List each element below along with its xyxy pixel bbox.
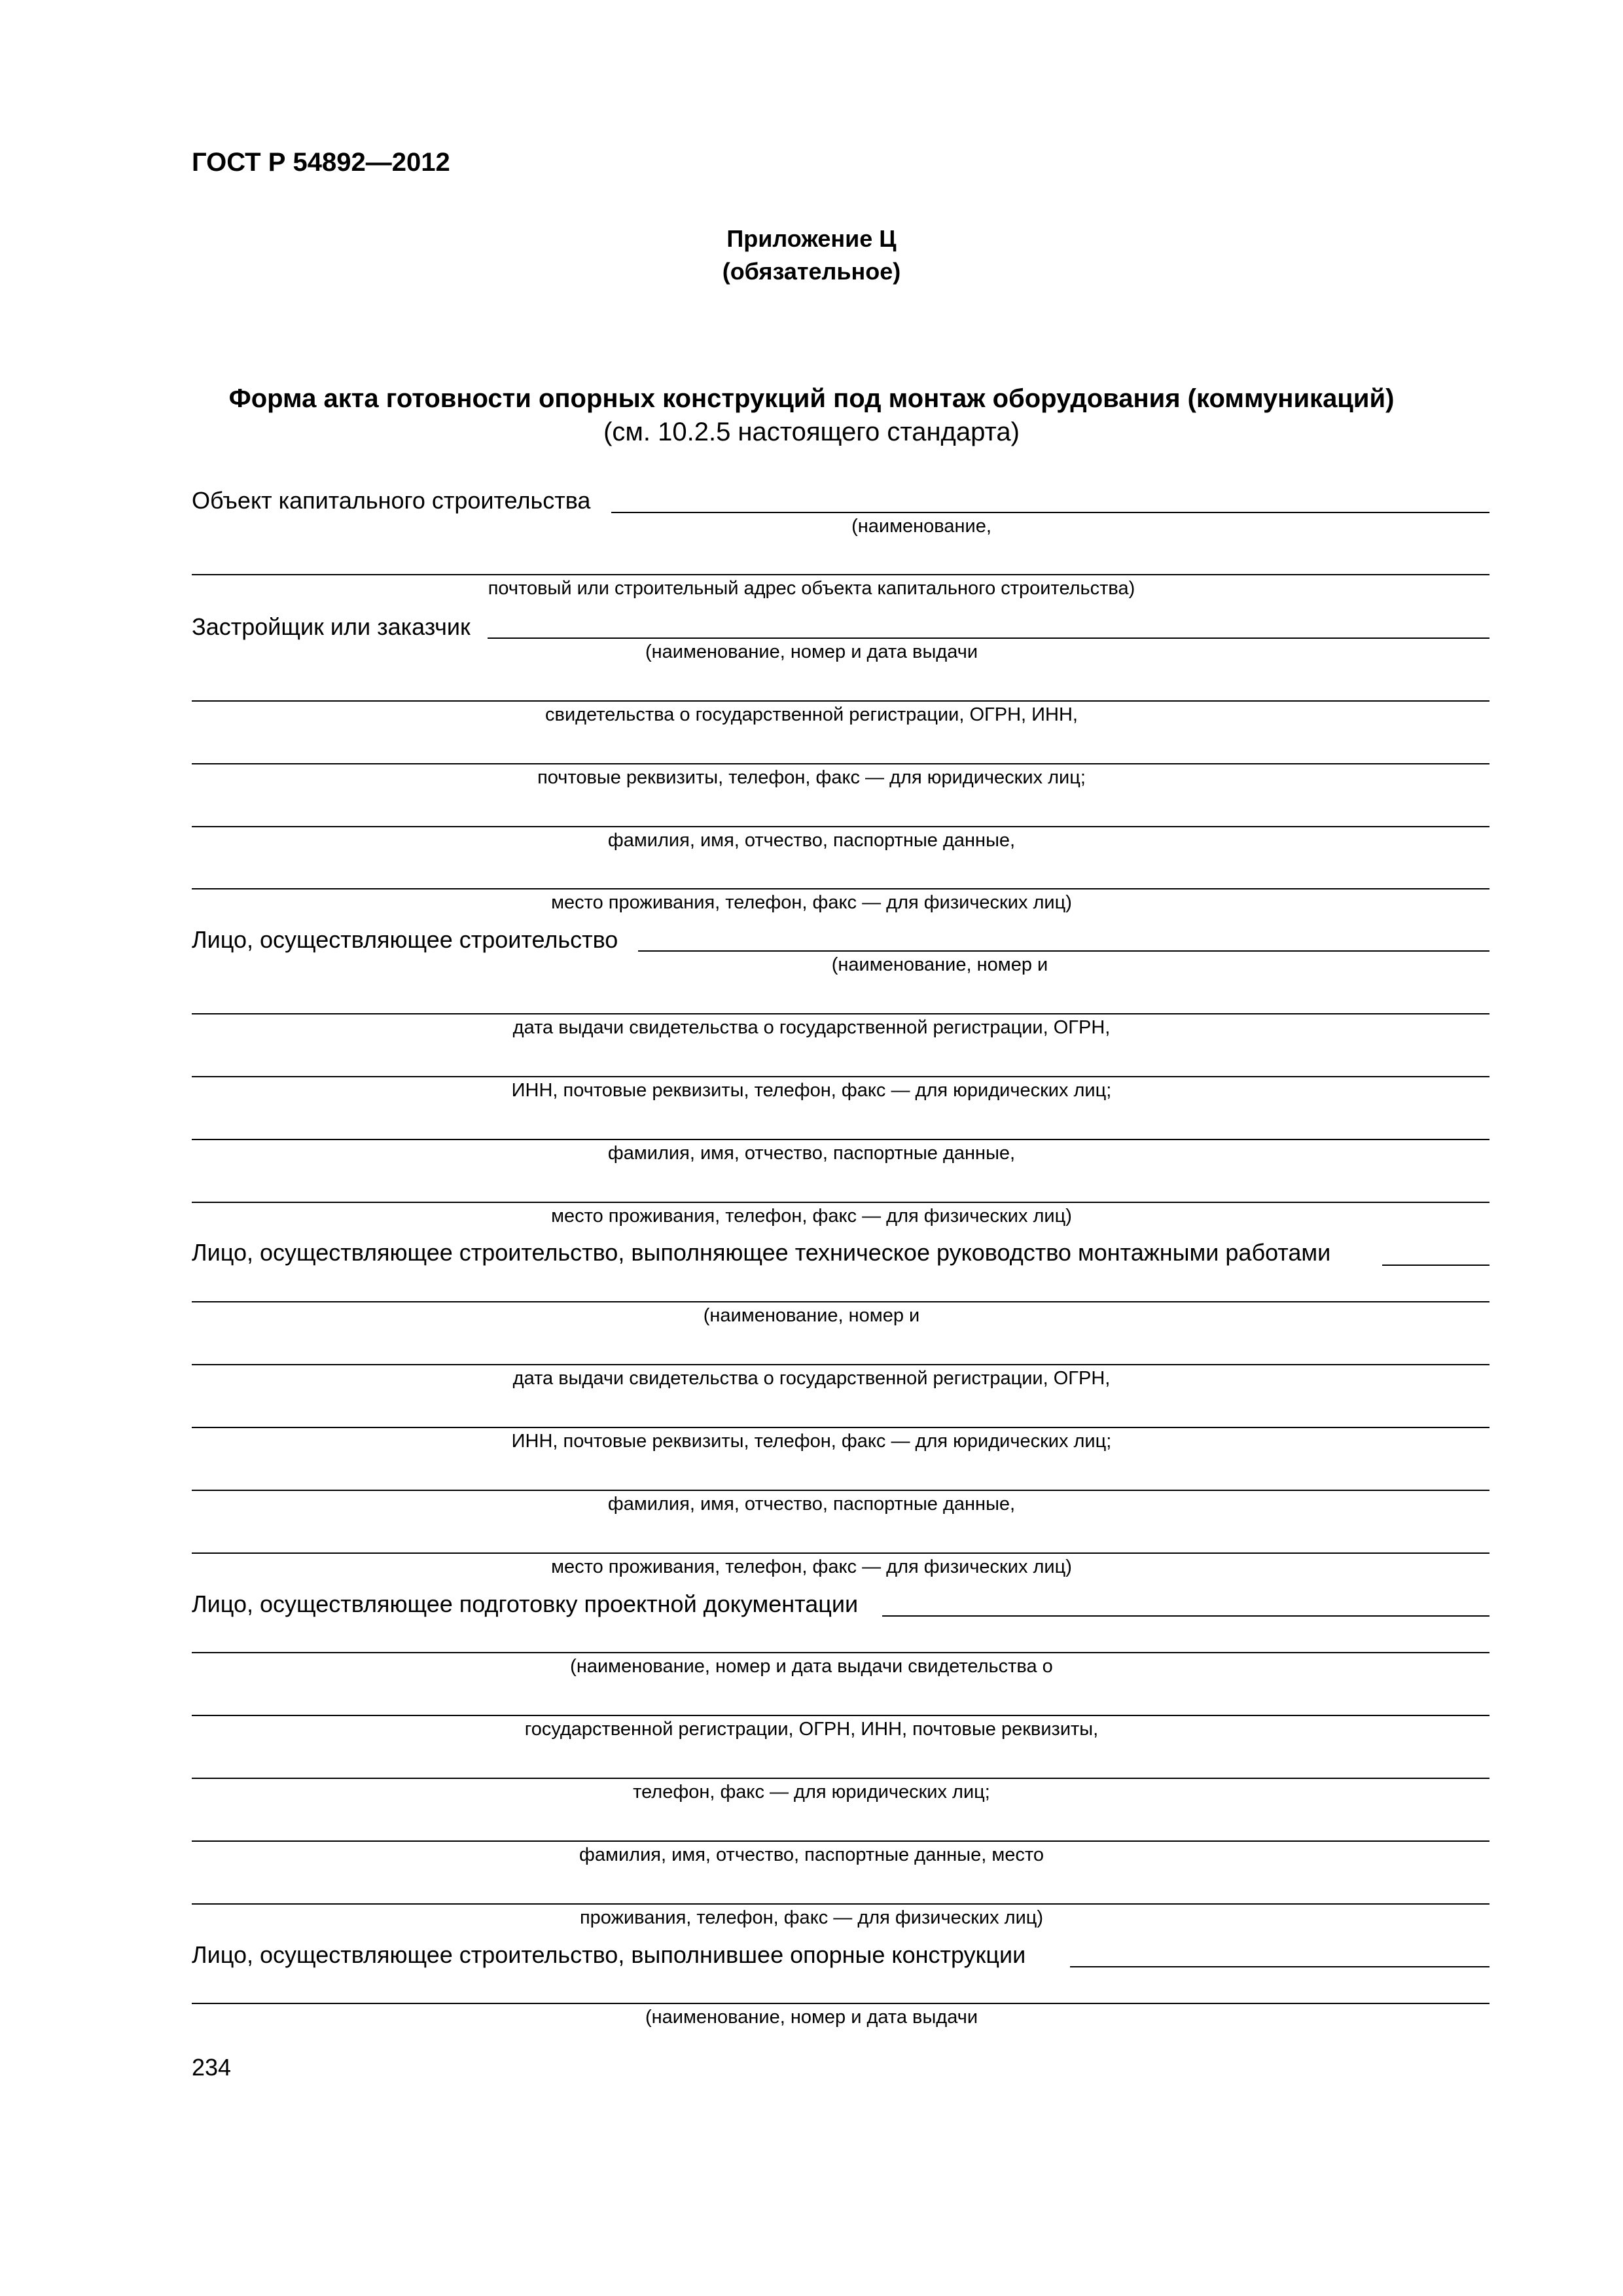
appendix-status: (обязательное): [722, 258, 901, 285]
developer-fill-line-4[interactable]: [192, 826, 1489, 827]
tech-supervisor-hint-5: место проживания, телефон, факс — для физических лиц): [551, 1556, 1072, 1577]
form-title: Форма акта готовности опорных конструкций под монтаж оборудования (коммуникаций): [228, 384, 1395, 413]
developer-hint-1: (наименование, номер и дата выдачи: [645, 641, 978, 662]
builder-fill-line[interactable]: [638, 950, 1489, 952]
builder-fill-line-2[interactable]: [192, 1013, 1489, 1014]
builder-hint-3: ИНН, почтовые реквизиты, телефон, факс — для юридических лиц;: [511, 1080, 1112, 1101]
tech-supervisor-fill-line-2[interactable]: [192, 1301, 1489, 1302]
designer-hint-4: фамилия, имя, отчество, паспортные данные, место: [579, 1844, 1044, 1865]
designer-fill-line-4[interactable]: [192, 1778, 1489, 1779]
designer-hint-1: (наименование, номер и дата выдачи свидетельства о: [570, 1656, 1053, 1677]
object-hint-1: (наименование,: [851, 516, 991, 537]
builder-hint-2: дата выдачи свидетельства о государственной регистрации, ОГРН,: [512, 1017, 1111, 1038]
designer-hint-3: телефон, факс — для юридических лиц;: [633, 1782, 990, 1803]
designer-fill-line-2[interactable]: [192, 1652, 1489, 1653]
builder-fill-line-4[interactable]: [192, 1139, 1489, 1140]
appendix-title: Приложение Ц: [726, 225, 897, 252]
developer-fill-line-2[interactable]: [192, 700, 1489, 702]
support-builder-fill-line-2[interactable]: [192, 2003, 1489, 2004]
developer-fill-line[interactable]: [488, 637, 1489, 639]
object-fill-line[interactable]: [611, 512, 1489, 513]
document-code: ГОСТ Р 54892—2012: [192, 148, 450, 177]
designer-hint-2: государственной регистрации, ОГРН, ИНН, почтовые реквизиты,: [524, 1719, 1099, 1740]
object-label: Объект капитального строительства: [192, 487, 591, 514]
builder-hint-5: место проживания, телефон, факс — для физических лиц): [551, 1206, 1072, 1227]
designer-hint-5: проживания, телефон, факс — для физических лиц): [579, 1907, 1044, 1928]
designer-fill-line-3[interactable]: [192, 1715, 1489, 1716]
tech-supervisor-fill-line-5[interactable]: [192, 1490, 1489, 1491]
tech-supervisor-fill-line-6[interactable]: [192, 1552, 1489, 1554]
tech-supervisor-fill-line-4[interactable]: [192, 1427, 1489, 1428]
tech-supervisor-hint-3: ИНН, почтовые реквизиты, телефон, факс — для юридических лиц;: [511, 1431, 1112, 1452]
support-builder-hint-1: (наименование, номер и дата выдачи: [645, 2007, 978, 2028]
tech-supervisor-hint-4: фамилия, имя, отчество, паспортные данные,: [607, 1494, 1016, 1515]
developer-label: Застройщик или заказчик: [192, 613, 471, 640]
form-subtitle: (см. 10.2.5 настоящего стандарта): [603, 418, 1020, 446]
page-number: 234: [192, 2054, 232, 2081]
object-fill-line-2[interactable]: [192, 574, 1489, 575]
tech-supervisor-hint-2: дата выдачи свидетельства о государственной регистрации, ОГРН,: [512, 1368, 1111, 1389]
developer-hint-4: фамилия, имя, отчество, паспортные данные,: [607, 830, 1016, 851]
tech-supervisor-hint-1: (наименование, номер и: [703, 1305, 920, 1326]
builder-fill-line-3[interactable]: [192, 1076, 1489, 1077]
object-hint-2: почтовый или строительный адрес объекта капитального строительства): [488, 578, 1135, 599]
developer-hint-2: свидетельства о государственной регистрации, ОГРН, ИНН,: [545, 704, 1078, 725]
developer-hint-3: почтовые реквизиты, телефон, факс — для юридических лиц;: [537, 767, 1086, 788]
support-builder-fill-line[interactable]: [1070, 1966, 1489, 1967]
tech-supervisor-fill-line-3[interactable]: [192, 1364, 1489, 1365]
designer-fill-line-6[interactable]: [192, 1903, 1489, 1905]
designer-fill-line[interactable]: [882, 1615, 1489, 1617]
builder-hint-1: (наименование, номер и: [831, 954, 1048, 975]
developer-fill-line-3[interactable]: [192, 763, 1489, 764]
tech-supervisor-label: Лицо, осуществляющее строительство, выполняющее техническое руководство монтажными работами: [192, 1239, 1331, 1266]
designer-fill-line-5[interactable]: [192, 1840, 1489, 1842]
builder-hint-4: фамилия, имя, отчество, паспортные данные,: [607, 1143, 1016, 1164]
builder-fill-line-5[interactable]: [192, 1202, 1489, 1203]
builder-label: Лицо, осуществляющее строительство: [192, 926, 618, 953]
developer-hint-5: место проживания, телефон, факс — для физических лиц): [551, 892, 1072, 913]
developer-fill-line-5[interactable]: [192, 888, 1489, 889]
tech-supervisor-fill-line[interactable]: [1382, 1265, 1489, 1266]
support-builder-label: Лицо, осуществляющее строительство, выполнившее опорные конструкции: [192, 1941, 1026, 1968]
designer-label: Лицо, осуществляющее подготовку проектной документации: [192, 1590, 859, 1617]
